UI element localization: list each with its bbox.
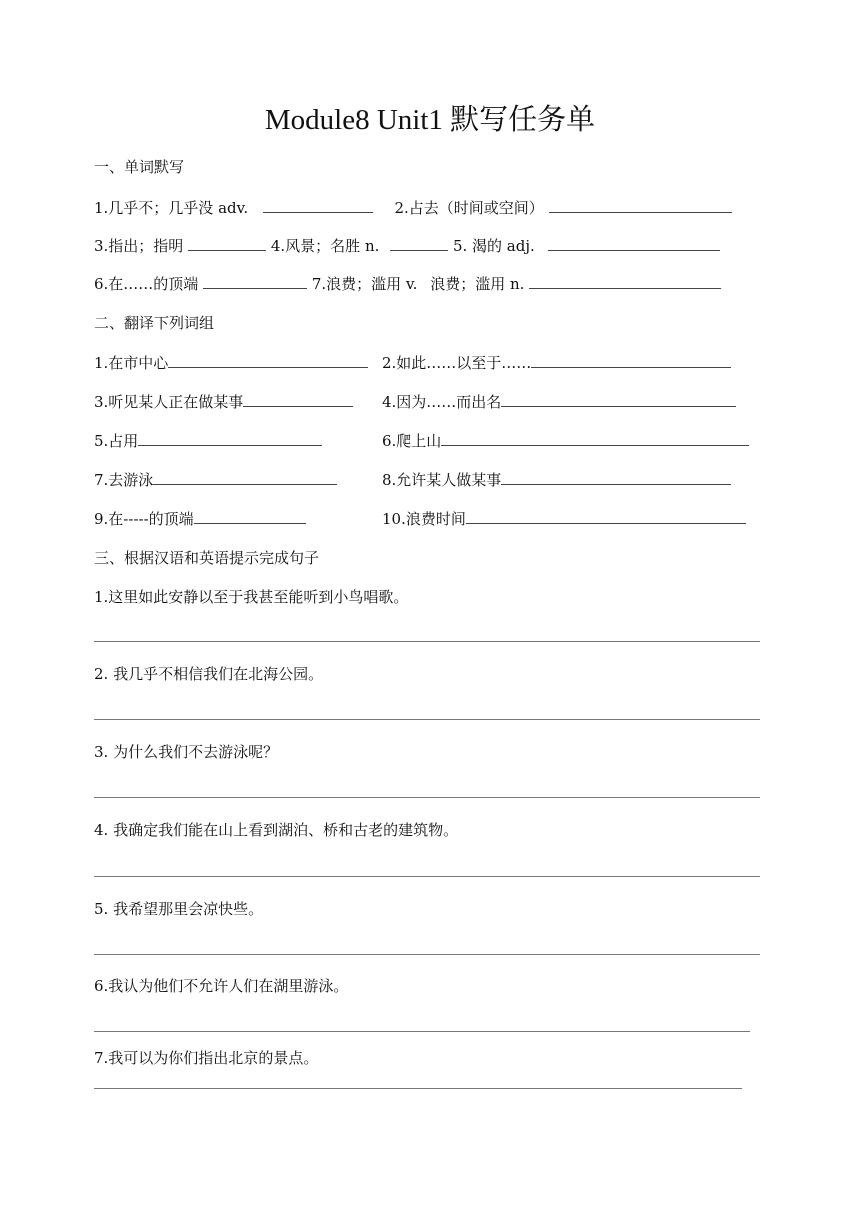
vocab-prompt: 3.指出；指明 — [94, 237, 184, 255]
sentence-prompt: 7.我可以为你们指出北京的景点。 — [94, 1049, 319, 1067]
phrase-prompt: 6.爬上山 — [382, 432, 442, 450]
phrase-prompt: 2.如此……以至于…… — [382, 354, 532, 372]
answer-blank[interactable] — [501, 468, 731, 485]
section-heading-phrases: 二、翻译下列词组 — [94, 314, 215, 332]
answer-blank[interactable] — [263, 196, 373, 213]
answer-blank[interactable] — [390, 234, 448, 251]
phrase-item — [94, 468, 337, 491]
phrase-item — [94, 507, 306, 530]
phrase-item — [94, 390, 353, 413]
answer-blank[interactable] — [153, 468, 337, 485]
vocab-prompt: 7.浪费；滥用 v. — [311, 275, 418, 293]
answer-blank[interactable] — [243, 390, 353, 407]
vocab-prompt: 6.在……的顶端 — [94, 275, 199, 293]
phrase-item — [382, 507, 746, 530]
phrase-prompt: 7.去游泳 — [94, 471, 154, 489]
phrase-prompt: 5.占用 — [94, 432, 139, 450]
answer-blank[interactable] — [194, 507, 306, 524]
phrase-item — [94, 429, 322, 452]
answer-blank[interactable] — [466, 507, 746, 524]
vocab-prompt: 2.占去（时间或空间） — [394, 199, 544, 217]
phrase-prompt: 8.允许某人做某事 — [382, 471, 502, 489]
sentence-prompt: 1.这里如此安静以至于我甚至能听到小鸟唱歌。 — [94, 588, 409, 606]
phrase-item — [382, 351, 731, 374]
section-heading-sentences: 三、根据汉语和英语提示完成句子 — [94, 549, 320, 567]
answer-blank[interactable] — [138, 429, 322, 446]
vocab-prompt: 5. 渴的 adj. — [452, 237, 535, 255]
phrase-item — [94, 351, 368, 374]
phrase-item — [382, 390, 736, 413]
vocab-row-1 — [94, 196, 732, 219]
answer-blank[interactable] — [441, 429, 749, 446]
sentence-prompt: 5. 我希望那里会凉快些。 — [94, 900, 264, 918]
phrase-prompt: 10.浪费时间 — [382, 510, 466, 528]
phrase-prompt: 4.因为……而出名 — [382, 393, 502, 411]
phrase-item — [382, 468, 731, 491]
sentence-answer-line[interactable] — [94, 1088, 742, 1089]
sentence-prompt: 4. 我确定我们能在山上看到湖泊、桥和古老的建筑物。 — [94, 821, 459, 839]
sentence-prompt: 3. 为什么我们不去游泳呢？ — [94, 743, 279, 761]
phrase-item — [382, 429, 749, 452]
answer-blank[interactable] — [168, 351, 368, 368]
vocab-row-3 — [94, 272, 721, 295]
answer-blank[interactable] — [203, 272, 307, 289]
sentence-answer-line[interactable] — [94, 797, 760, 798]
answer-blank[interactable] — [188, 234, 266, 251]
sentence-answer-line[interactable] — [94, 641, 760, 642]
sentence-answer-line[interactable] — [94, 954, 760, 955]
sentence-answer-line[interactable] — [94, 1031, 750, 1032]
vocab-prompt: 浪费；滥用 n. — [430, 275, 525, 293]
vocab-prompt: 1.几乎不；几乎没 adv. — [94, 199, 249, 217]
sentence-prompt: 2. 我几乎不相信我们在北海公园。 — [94, 665, 324, 683]
answer-blank[interactable] — [501, 390, 736, 407]
section-heading-vocabulary: 一、单词默写 — [94, 158, 185, 176]
phrase-prompt: 9.在-----的顶端 — [94, 510, 194, 528]
vocab-row-2 — [94, 234, 720, 257]
sentence-answer-line[interactable] — [94, 719, 760, 720]
answer-blank[interactable] — [529, 272, 721, 289]
answer-blank[interactable] — [548, 234, 720, 251]
phrase-prompt: 1.在市中心 — [94, 354, 169, 372]
vocab-prompt: 4.风景；名胜 n. — [270, 237, 380, 255]
page-title: Module8 Unit1 默写任务单 — [264, 104, 596, 136]
sentence-answer-line[interactable] — [94, 876, 760, 877]
sentence-prompt: 6.我认为他们不允许人们在湖里游泳。 — [94, 977, 349, 995]
phrase-prompt: 3.听见某人正在做某事 — [94, 393, 244, 411]
answer-blank[interactable] — [531, 351, 731, 368]
answer-blank[interactable] — [549, 196, 732, 213]
